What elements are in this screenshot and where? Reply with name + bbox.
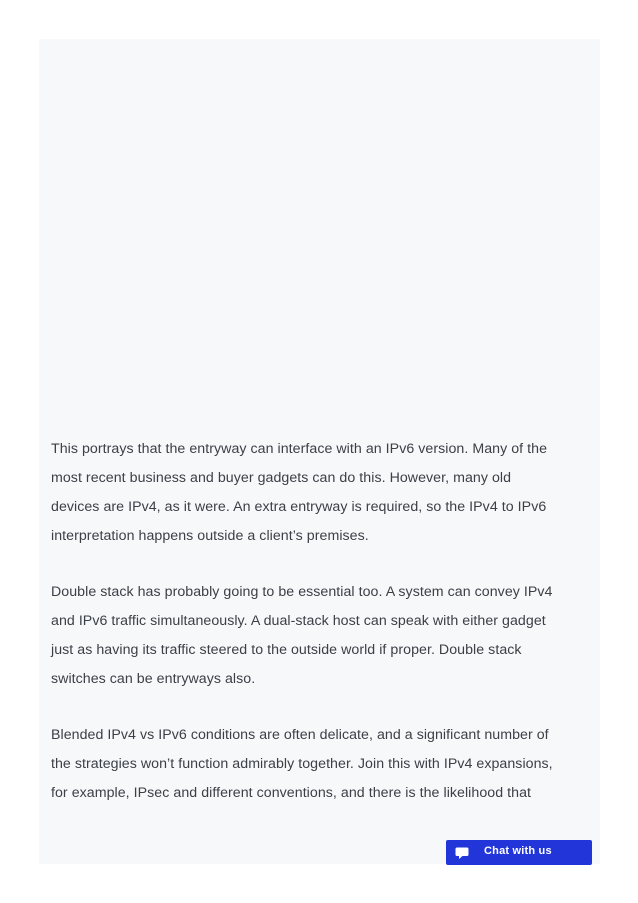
text-line: just as having its traffic steered to the outside world if proper. Double stack xyxy=(51,642,522,658)
paragraph-3 xyxy=(51,721,591,808)
document-page xyxy=(39,39,600,864)
text-line: Blended IPv4 vs IPv6 conditions are often delicate, and a significant number of xyxy=(51,727,549,743)
chat-button-label: Chat with us xyxy=(484,845,552,857)
chat-bubble-icon xyxy=(455,846,469,860)
chat-with-us-button[interactable] xyxy=(446,840,592,865)
text-line: most recent business and buyer gadgets can do this. However, many old xyxy=(51,470,512,486)
paragraph-2 xyxy=(51,578,591,694)
text-line: Double stack has probably going to be essential too. A system can convey IPv4 xyxy=(51,584,553,600)
text-line: interpretation happens outside a client’s premises. xyxy=(51,528,369,544)
text-line: the strategies won’t function admirably together. Join this with IPv4 expansions, xyxy=(51,756,553,772)
text-line: for example, IPsec and different conventions, and there is the likelihood that xyxy=(51,785,531,801)
text-line: devices are IPv4, as it were. An extra entryway is required, so the IPv4 to IPv6 xyxy=(51,499,547,515)
text-line: This portrays that the entryway can interface with an IPv6 version. Many of the xyxy=(51,441,548,457)
text-line: and IPv6 traffic simultaneously. A dual-stack host can speak with either gadget xyxy=(51,613,546,629)
article-body xyxy=(51,435,591,835)
text-line: switches can be entryways also. xyxy=(51,671,256,687)
paragraph-1 xyxy=(51,435,591,551)
